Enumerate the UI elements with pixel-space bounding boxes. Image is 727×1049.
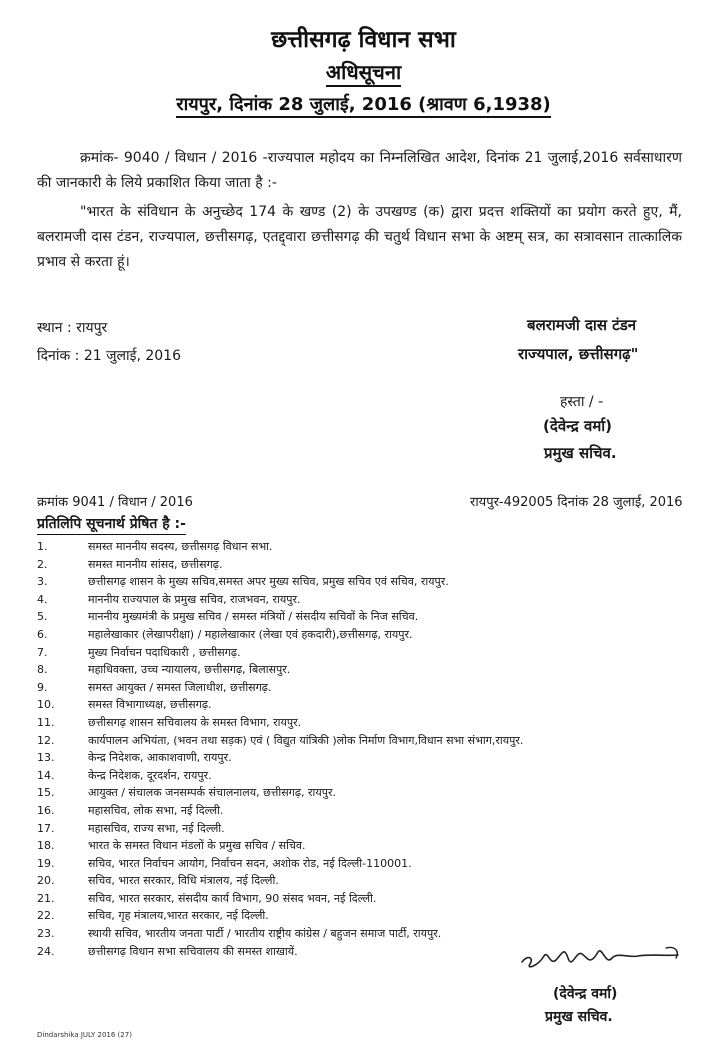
recipient-list [37,538,677,960]
governor-designation: राज्यपाल, छत्तीसगढ़" [518,345,639,363]
copy-reference-date: रायपुर-492005 दिनांक 28 जुलाई, 2016 [470,495,683,510]
list-item [37,608,677,626]
list-item-number: 22. [37,909,55,923]
notification-date-line [0,92,727,116]
list-item-text: समस्त माननीय सांसद, छत्तीसगढ़. [88,557,223,571]
list-item-text: केन्द्र निदेशक, आकाशवाणी, रायपुर. [88,751,232,765]
list-item [37,714,677,732]
list-item [37,872,677,890]
list-item [37,802,677,820]
governor-order-paragraph: "भारत के संविधान के अनुच्छेद 174 के खण्ड (2) के उपखण्ड (क) द्वारा प्रदत्त शक्तियों का प्रयोग करते हुए, मैं, बलरामजी दास टंडन, राज्यपाल, छत्तीसगढ़, एतद्द्वारा छत्तीसगढ़ की चतुर्थ विधान सभा के अष्टम् सत्र, का सत्रावसान तात्कालिक प्रभाव से करता हूं। [37,204,682,270]
list-item-text: महासचिव, लोक सभा, नई दिल्ली. [88,803,224,817]
list-item-text: महालेखाकार (लेखापरीक्षा) / महालेखाकार (लेखा एवं हकदारी),छत्तीसगढ़, रायपुर. [88,627,413,641]
list-item-text: कार्यपालन अभियंता, (भवन तथा सड़क) एवं ( विद्युत यांत्रिकी )लोक निर्माण विभाग,विधान सभा संभाग,रायपुर. [88,733,524,747]
list-item-number: 5. [37,610,48,624]
list-item [37,855,677,873]
list-item-number: 1. [37,540,48,553]
list-item-number: 15. [37,786,55,800]
list-item-text: माननीय राज्यपाल के प्रमुख सचिव, राजभवन, रायपुर. [88,592,301,606]
list-item [37,890,677,908]
list-item [37,573,677,591]
list-item [37,767,677,785]
list-item-text: छत्तीसगढ़ शासन सचिवालय के समस्त विभाग, रायपुर. [88,715,302,729]
list-item-number: 13. [37,751,55,765]
notification-heading-text: अधिसूचना [326,60,401,87]
list-item [37,907,677,925]
list-item-text: सचिव, भारत सरकार, विधि मंत्रालय, नई दिल्ली. [88,874,279,888]
list-item-number: 23. [37,927,55,941]
handwritten-signature-icon [518,936,693,978]
list-item-number: 18. [37,839,55,853]
list-item-number: 7. [37,645,48,659]
list-item-number: 9. [37,680,48,694]
list-item-number: 24. [37,944,55,958]
list-item [37,837,677,855]
governor-name: बलरामजी दास टंडन [527,316,637,334]
secretary-designation: प्रमुख सचिव. [544,444,617,462]
list-item-text: छत्तीसगढ़ शासन के मुख्य सचिव,समस्त अपर मुख्य सचिव, प्रमुख सचिव एवं सचिव, रायपुर. [88,575,449,589]
place-line: स्थान : रायपुर [37,320,108,336]
list-item [37,644,677,662]
list-item-number: 14. [37,768,55,782]
list-item-number: 21. [37,891,55,905]
list-item-text: सचिव, भारत निर्वाचन आयोग, निर्वाचन सदन, अशोक रोड, नई दिल्ली-110001. [88,856,412,870]
list-item [37,679,677,697]
list-item-number: 19. [37,856,55,870]
list-item-text: समस्त आयुक्त / समस्त जिलाधीश, छत्तीसगढ़. [88,680,272,694]
list-item-text: समस्त माननीय सदस्य, छत्तीसगढ़ विधान सभा. [88,540,273,553]
list-item-number: 17. [37,821,55,835]
list-item-text: सचिव, भारत सरकार, संसदीय कार्य विभाग, 90 संसद भवन, नई दिल्ली. [88,891,377,905]
list-item [37,538,677,556]
list-item-text: स्थायी सचिव, भारतीय जनता पार्टी / भारतीय राष्ट्रीय कांग्रेस / बहुजन समाज पार्टी, रायपुर. [88,927,442,941]
list-item [37,661,677,679]
list-item-number: 2. [37,557,48,571]
list-item [37,784,677,802]
list-item-text: छत्तीसगढ़ विधान सभा सचिवालय की समस्त शाखायें. [88,944,298,958]
bottom-secretary-name: (देवेन्द्र वर्मा) [553,986,618,1002]
notification-heading [0,58,727,85]
order-intro-paragraph: क्रमांक- 9040 / विधान / 2016 -राज्यपाल महोदय का निम्नलिखित आदेश, दिनांक 21 जुलाई,2016 सर्वसाधारण की जानकारी के लिये प्रकाशित किया जाता है :- [37,150,682,191]
list-item-text: केन्द्र निदेशक, दूरदर्शन, रायपुर. [88,768,212,782]
bottom-secretary-designation: प्रमुख सचिव. [545,1009,613,1025]
assembly-title: छत्तीसगढ़ विधान सभा [271,27,456,53]
page-footer: Dindarshika JULY 2016 (27) [37,1031,132,1039]
list-item-text: समस्त विभागाध्यक्ष, छत्तीसगढ़. [88,698,212,712]
list-item-text: मुख्य निर्वाचन पदाधिकारी , छत्तीसगढ़. [88,645,241,659]
list-item [37,626,677,644]
copy-heading: प्रतिलिपि सूचनार्थ प्रेषित है :- [37,514,186,535]
list-item-number: 10. [37,698,55,712]
list-item-text: भारत के समस्त विधान मंडलों के प्रमुख सचिव / सचिव. [88,839,306,853]
list-item-number: 8. [37,663,48,677]
list-item-number: 4. [37,592,48,606]
copy-reference-number: क्रमांक 9041 / विधान / 2016 [37,495,193,510]
list-item-number: 20. [37,874,55,888]
list-item [37,732,677,750]
list-item [37,556,677,574]
list-item-number: 6. [37,627,48,641]
list-item-number: 3. [37,575,48,589]
list-item-text: सचिव, गृह मंत्रालय,भारत सरकार, नई दिल्ली. [88,909,269,923]
list-item [37,696,677,714]
secretary-name: (देवेन्द्र वर्मा) [543,417,613,435]
list-item-text: आयुक्त / संचालक जनसम्पर्क संचालनालय, छत्तीसगढ़, रायपुर. [88,786,337,800]
list-item-text: महासचिव, राज्य सभा, नई दिल्ली. [88,821,225,835]
list-item-text: माननीय मुख्यमंत्री के प्रमुख सचिव / समस्त मंत्रियों / संसदीय सचिवों के निज सचिव. [88,610,419,624]
list-item-number: 11. [37,715,55,729]
list-item-number: 16. [37,803,55,817]
list-item-number: 12. [37,733,55,747]
order-date-line: दिनांक : 21 जुलाई, 2016 [37,348,181,364]
list-item-text: महाधिवक्ता, उच्च न्यायालय, छत्तीसगढ़, बिलासपुर. [88,663,291,677]
signed-mark: हस्ता / - [560,394,604,410]
list-item [37,749,677,767]
list-item [37,820,677,838]
notification-date-text: रायपुर, दिनांक 28 जुलाई, 2016 (श्रावण 6,1938) [176,94,551,118]
list-item [37,591,677,609]
